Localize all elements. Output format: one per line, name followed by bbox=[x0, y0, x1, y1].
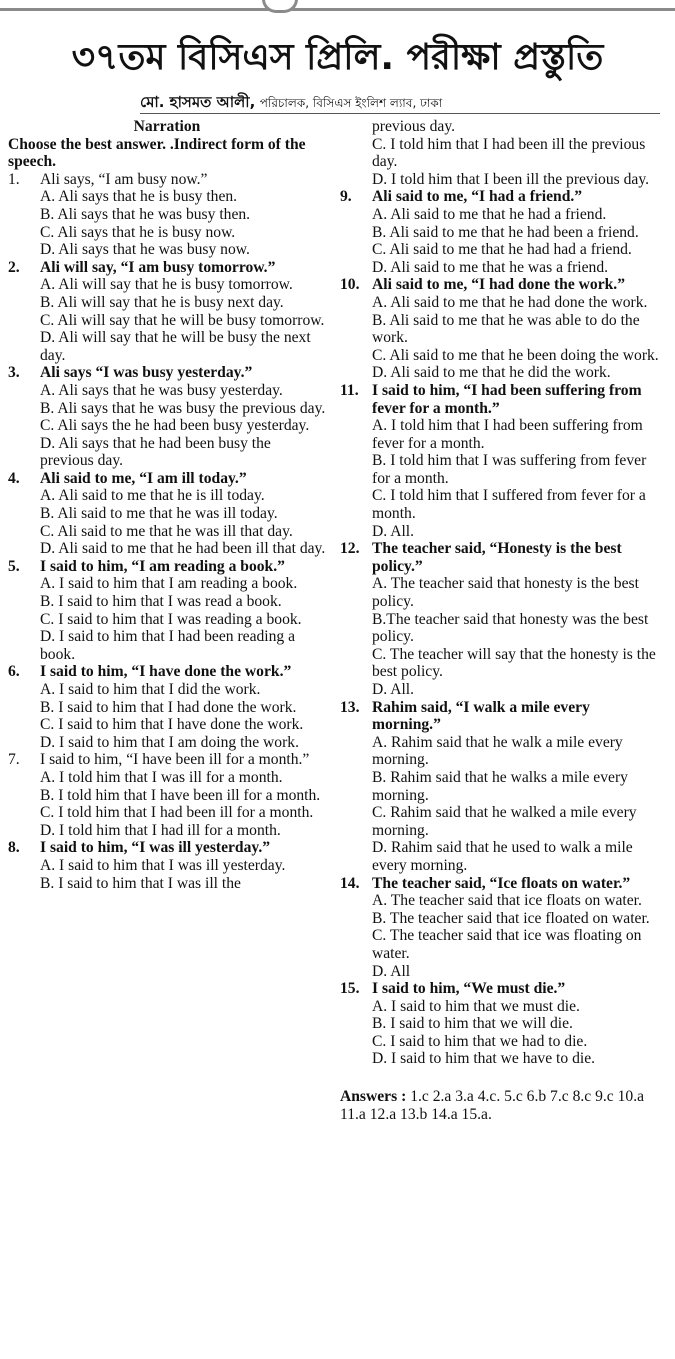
continued-option: D. I told him that I been ill the previous day. bbox=[372, 170, 650, 188]
answer-option: A. Ali said to me that he had done the work. bbox=[372, 293, 648, 311]
answer-option: A. Ali says that he was busy yesterday. bbox=[40, 381, 283, 399]
question-number: 1. bbox=[8, 170, 20, 188]
answer-option: B.The teacher said that honesty was the best policy. bbox=[372, 610, 649, 646]
left-column bbox=[8, 118, 326, 892]
top-tab-decoration bbox=[262, 0, 298, 13]
answer-option: B. I said to him that I was ill the bbox=[40, 874, 241, 892]
question-stem: I said to him, “I was ill yesterday.” bbox=[40, 839, 271, 857]
question-item bbox=[8, 663, 326, 681]
question-number: 13. bbox=[340, 698, 360, 716]
question-stem: The teacher said, “Ice floats on water.” bbox=[372, 874, 631, 892]
question-stem: Ali says, “I am busy now.” bbox=[40, 170, 208, 188]
answer-option: A. Ali will say that he is busy tomorrow. bbox=[40, 276, 293, 294]
answer-option: C. Ali says the he had been busy yesterday. bbox=[40, 417, 310, 435]
answer-option: A. Rahim said that he walk a mile every morning. bbox=[372, 733, 623, 769]
answer-option: C. I said to him that I was reading a book. bbox=[40, 610, 302, 628]
answer-key-label: Answers : bbox=[340, 1088, 407, 1106]
question-number: 7. bbox=[8, 751, 20, 769]
question-item bbox=[8, 839, 326, 857]
page-title: ৩৭তম বিসিএস প্রিলি. পরীক্ষা প্রস্তুতি bbox=[71, 37, 604, 78]
answer-option: B. Ali said to me that he was able to do the work. bbox=[372, 311, 640, 347]
continued-option: previous day. bbox=[372, 118, 456, 135]
answer-option: A. I said to him that we must die. bbox=[372, 997, 580, 1015]
question-item bbox=[340, 875, 662, 893]
right-question-list bbox=[340, 188, 662, 1068]
answer-option: C. Ali said to me that he was ill that day. bbox=[40, 522, 293, 540]
answer-option: D. I said to him that I had been reading a book. bbox=[40, 628, 296, 663]
answer-option: B. I told him that I was suffering from fever for a month. bbox=[372, 452, 647, 487]
question-stem: Rahim said, “I walk a mile every morning.” bbox=[372, 698, 590, 734]
question-stem: I said to him, “I have been ill for a month.” bbox=[40, 751, 310, 769]
answer-option: D. Ali said to me that he did the work. bbox=[372, 364, 611, 382]
left-question-list bbox=[8, 171, 326, 892]
answer-option: D. Ali says that he was busy now. bbox=[40, 241, 250, 259]
answer-option: B. The teacher said that ice floated on water. bbox=[372, 909, 650, 927]
continued-option: C. I told him that I had been ill the previous day. bbox=[372, 135, 646, 171]
question-number: 6. bbox=[8, 663, 20, 681]
answer-option: C. Ali will say that he will be busy tomorrow. bbox=[40, 311, 325, 329]
answer-option: D. All. bbox=[372, 681, 415, 698]
answer-option: A. I told him that I was ill for a month. bbox=[40, 768, 283, 786]
question-number: 14. bbox=[340, 874, 360, 892]
answer-option: A. I told him that I had been suffering from fever for a month. bbox=[372, 417, 643, 452]
question-stem: I said to him, “I had been suffering from fever for a month.” bbox=[372, 381, 642, 417]
answer-option: A. I said to him that I was ill yesterday. bbox=[40, 856, 286, 874]
question-item bbox=[8, 171, 326, 189]
question-number: 12. bbox=[340, 540, 360, 558]
answer-option: D. I said to him that we have to die. bbox=[372, 1050, 596, 1068]
question-number: 10. bbox=[340, 276, 360, 294]
answer-option: D. Ali says that he had been busy the previous day. bbox=[40, 434, 271, 470]
answer-option: B. I said to him that we will die. bbox=[372, 1015, 573, 1033]
answer-option: B. Ali says that he was busy then. bbox=[40, 205, 251, 223]
answer-option: C. The teacher will say that the honesty is the best policy. bbox=[372, 645, 656, 681]
answer-option: A. Ali said to me that he is ill today. bbox=[40, 487, 265, 505]
question-number: 8. bbox=[8, 839, 20, 857]
question-item bbox=[340, 699, 662, 734]
top-rule bbox=[0, 8, 675, 11]
author-role: পরিচালক, বিসিএস ইংলিশ ল্যাব, ঢাকা bbox=[259, 96, 443, 110]
answer-option: B. I said to him that I was read a book. bbox=[40, 593, 282, 611]
answer-option: D. All. bbox=[372, 522, 415, 540]
question-stem: Ali said to me, “I had done the work.” bbox=[372, 276, 625, 294]
answer-option: C. I said to him that I have done the work. bbox=[40, 716, 304, 734]
answer-option: B. Ali says that he was busy the previous day. bbox=[40, 399, 326, 417]
instruction: Choose the best answer. .Indirect form of the speech. bbox=[8, 135, 306, 171]
question-stem: Ali says “I was busy yesterday.” bbox=[40, 364, 253, 382]
question-item bbox=[8, 751, 326, 769]
answer-option: A. The teacher said that ice floats on water. bbox=[372, 892, 642, 910]
question-stem: I said to him, “We must die.” bbox=[372, 980, 566, 998]
question-number: 5. bbox=[8, 557, 20, 575]
answer-option: A. The teacher said that honesty is the best policy. bbox=[372, 575, 639, 611]
question-number: 15. bbox=[340, 980, 360, 998]
answer-option: C. I told him that I suffered from fever for a month. bbox=[372, 487, 646, 523]
question-item bbox=[340, 382, 662, 417]
answer-option: A. I said to him that I am reading a book. bbox=[40, 575, 298, 593]
question-item bbox=[340, 540, 662, 575]
byline-underline bbox=[140, 113, 660, 114]
question-stem: Ali said to me, “I had a friend.” bbox=[372, 188, 583, 206]
answer-option: D. Ali will say that he will be busy the next day. bbox=[40, 329, 311, 364]
answer-key-text: 1.c 2.a 3.a 4.c. 5.c 6.b 7.c 8.c 9.c 10.a 11.a 12.a 13.b 14.a 15.a. bbox=[340, 1088, 645, 1123]
question-item bbox=[8, 558, 326, 576]
question-stem: Ali said to me, “I am ill today.” bbox=[40, 469, 247, 487]
answer-option: B. Ali will say that he is busy next day. bbox=[40, 293, 284, 311]
answer-option: A. I said to him that I did the work. bbox=[40, 681, 261, 698]
question-item bbox=[8, 259, 326, 277]
answer-option: C. I said to him that we had to die. bbox=[372, 1032, 588, 1050]
answer-option: C. Rahim said that he walked a mile every morning. bbox=[372, 804, 637, 839]
question-stem: I said to him, “I have done the work.” bbox=[40, 663, 292, 681]
answer-option: D. Rahim said that he used to walk a mile every morning. bbox=[372, 839, 633, 874]
answer-option: B. Ali said to me that he had been a friend. bbox=[372, 223, 639, 241]
question-number: 2. bbox=[8, 258, 20, 276]
question-number: 9. bbox=[340, 188, 352, 206]
question-item bbox=[340, 188, 662, 206]
question-stem: Ali will say, “I am busy tomorrow.” bbox=[40, 258, 276, 276]
question-stem: The teacher said, “Honesty is the best policy.” bbox=[372, 540, 622, 575]
question-item bbox=[8, 470, 326, 488]
answer-key bbox=[340, 1088, 662, 1123]
question-number: 4. bbox=[8, 469, 20, 487]
question-item bbox=[8, 364, 326, 382]
section-title: Narration bbox=[133, 118, 201, 135]
answer-option: A. Ali said to me that he had a friend. bbox=[372, 205, 607, 223]
continued-options bbox=[340, 118, 662, 188]
answer-option: C. Ali said to me that he had had a friend. bbox=[372, 241, 632, 259]
answer-option: D. I told him that I had ill for a month. bbox=[40, 821, 281, 839]
right-column bbox=[340, 118, 662, 1123]
answer-option: C. The teacher said that ice was floating on water. bbox=[372, 927, 642, 962]
answer-option: D. Ali said to me that he had been ill that day. bbox=[40, 540, 326, 558]
answer-option: B. I said to him that I had done the work. bbox=[40, 698, 297, 716]
question-stem: I said to him, “I am reading a book.” bbox=[40, 557, 285, 575]
answer-option: D. I said to him that I am doing the work. bbox=[40, 733, 299, 751]
answer-option: D. All bbox=[372, 962, 411, 980]
answer-option: C. I told him that I had been ill for a month. bbox=[40, 804, 314, 822]
answer-option: D. Ali said to me that he was a friend. bbox=[372, 258, 609, 276]
answer-option: B. I told him that I have been ill for a month. bbox=[40, 786, 321, 804]
answer-option: B. Rahim said that he walks a mile every morning. bbox=[372, 768, 628, 804]
question-number: 11. bbox=[340, 381, 359, 399]
answer-option: C. Ali said to me that he been doing the work. bbox=[372, 346, 659, 364]
question-item bbox=[340, 980, 662, 998]
byline bbox=[140, 92, 660, 113]
answer-option: B. Ali said to me that he was ill today. bbox=[40, 505, 278, 523]
answer-option: A. Ali says that he is busy then. bbox=[40, 188, 238, 206]
author-name: মো. হাসমত আলী, bbox=[140, 93, 256, 111]
answer-option: C. Ali says that he is busy now. bbox=[40, 223, 236, 241]
question-number: 3. bbox=[8, 364, 20, 382]
question-item bbox=[340, 276, 662, 294]
